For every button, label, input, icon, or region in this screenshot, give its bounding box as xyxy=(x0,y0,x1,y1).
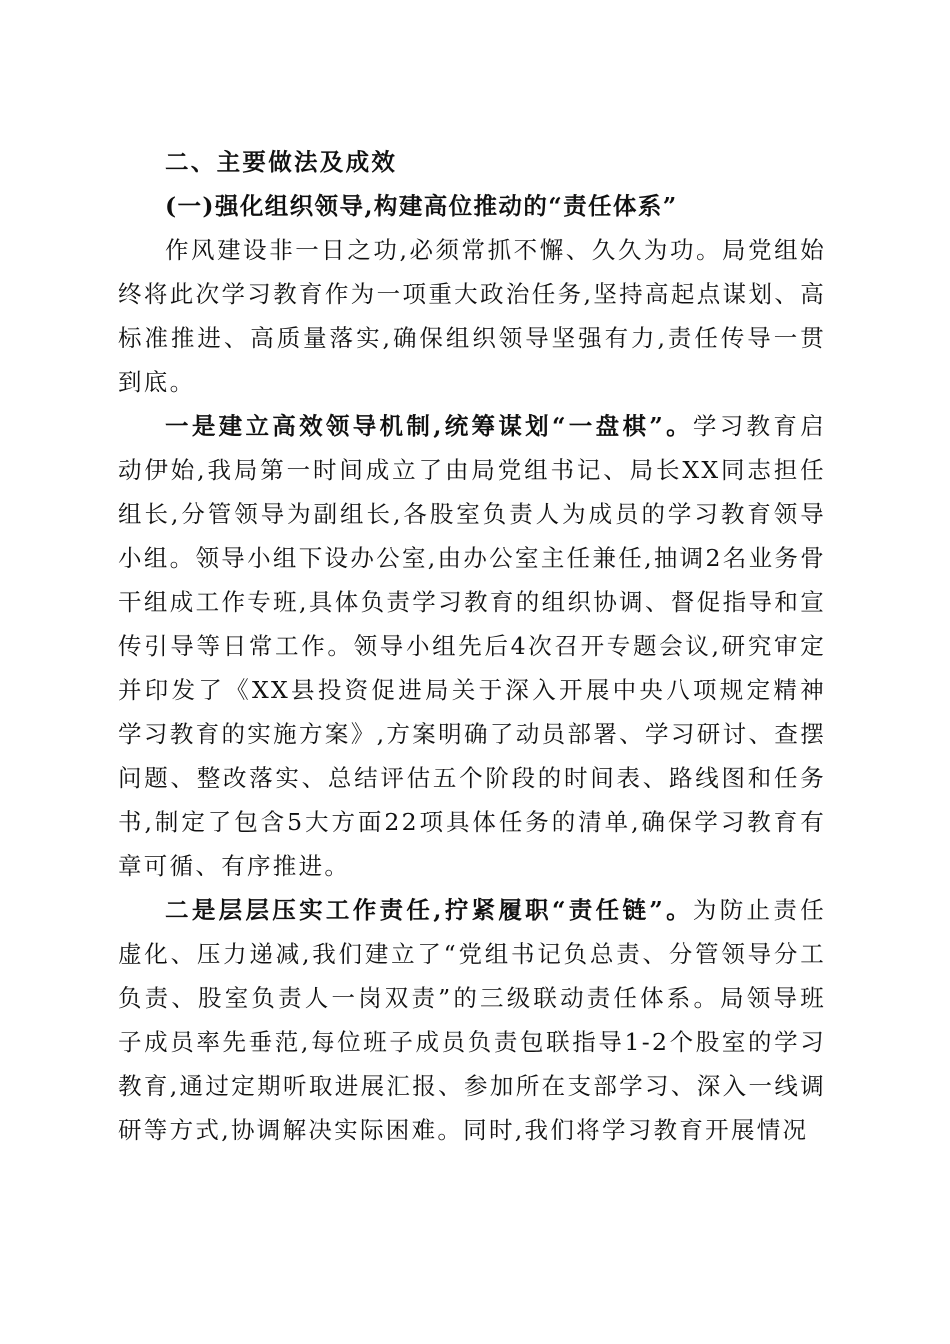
document-body xyxy=(118,140,826,1152)
section-heading: 二、主要做法及成效 xyxy=(165,148,398,176)
paragraph-responsibility-chain xyxy=(118,888,826,1152)
paragraph-lead: 一是建立高效领导机制,统筹谋划“一盘棋”。 xyxy=(165,412,693,440)
subsection-heading: (一)强化组织领导,构建高位推动的“责任体系” xyxy=(165,192,678,220)
paragraph-text: 为防止责任虚化、压力递减,我们建立了“党组书记负总责、分管领导分工负责、股室负责人一岗双责”的三级联动责任体系。局领导班子成员率先垂范,每位班子成员负责包联指导1-2个股室的学习教育,通过定期听取进展汇报、参加所在支部学习、深入一线调研等方式,协调解决实际困难。同时,我们将学习教育开展情况 xyxy=(118,896,826,1144)
paragraph-leadership-mechanism xyxy=(118,404,826,888)
paragraph-text: 作风建设非一日之功,必须常抓不懈、久久为功。局党组始终将此次学习教育作为一项重大政治任务,坚持高起点谋划、高标准推进、高质量落实,确保组织领导坚强有力,责任传导一贯到底。 xyxy=(118,236,826,396)
paragraph-lead: 二是层层压实工作责任,拧紧履职“责任链”。 xyxy=(165,896,693,924)
paragraph-text: 学习教育启动伊始,我局第一时间成立了由局党组书记、局长XX同志担任组长,分管领导为副组长,各股室负责人为成员的学习教育领导小组。领导小组下设办公室,由办公室主任兼任,抽调2名业务骨干组成工作专班,具体负责学习教育的组织协调、督促指导和宣传引导等日常工作。领导小组先后4次召开专题会议,研究审定并印发了《XX县投资促进局关于深入开展中央八项规定精神学习教育的实施方案》,方案明确了动员部署、学习研讨、查摆问题、整改落实、总结评估五个阶段的时间表、路线图和任务书,制定了包含5大方面22项具体任务的清单,确保学习教育有章可循、有序推进。 xyxy=(118,412,826,880)
paragraph-intro xyxy=(118,228,826,404)
